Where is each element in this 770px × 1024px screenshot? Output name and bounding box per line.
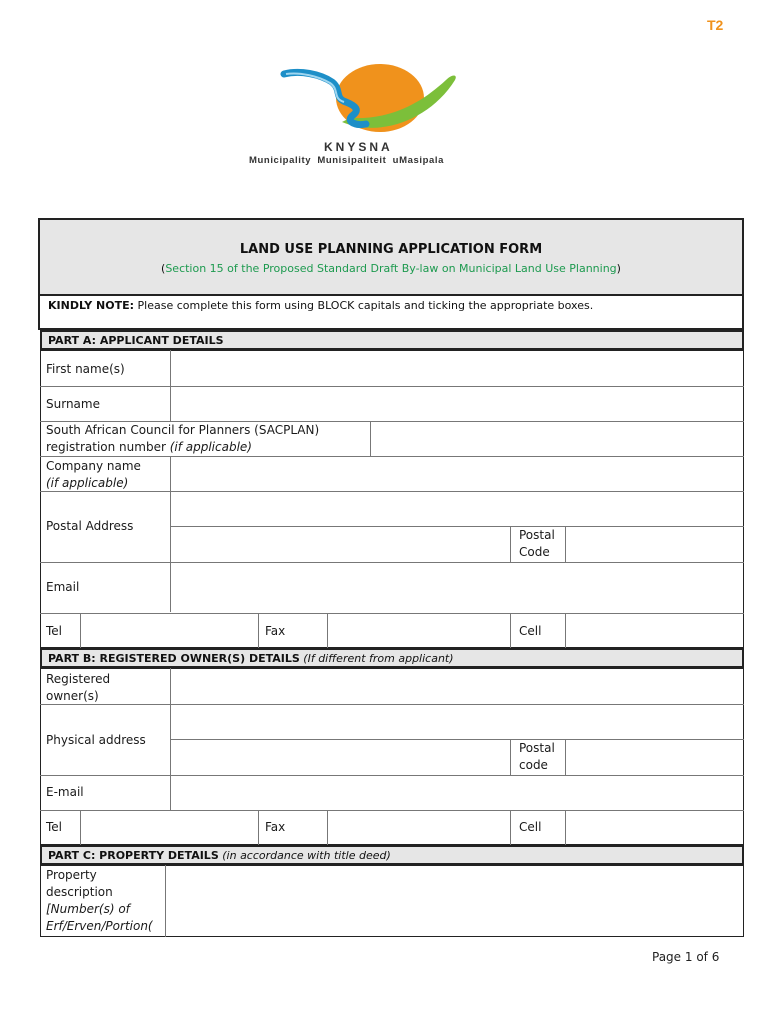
- tel-label: Tel: [46, 624, 63, 638]
- postal-code-label: Postal Code: [519, 528, 555, 559]
- owner-email-label: E-mail: [46, 785, 84, 799]
- cell-label: Cell: [519, 624, 542, 638]
- surname-label: Surname: [46, 397, 100, 411]
- postal-address-label: Postal Address: [46, 519, 134, 533]
- sacplan-label: South African Council for Planners (SACPLAN) registration number (if applicable): [46, 423, 320, 454]
- first-name-field[interactable]: [171, 351, 743, 385]
- property-description-field[interactable]: [166, 866, 743, 936]
- owner-tel-field[interactable]: [81, 811, 257, 844]
- cell-field[interactable]: [566, 614, 743, 647]
- owner-cell-field[interactable]: [566, 811, 743, 844]
- form-title: LAND USE PLANNING APPLICATION FORM: [239, 242, 543, 257]
- postal-address-line1-field[interactable]: [171, 492, 743, 525]
- email-label: Email: [46, 580, 80, 594]
- sacplan-field[interactable]: [371, 422, 743, 455]
- owner-email-field[interactable]: [171, 776, 743, 809]
- note-label: KINDLY NOTE:: [48, 299, 135, 312]
- owner-postal-code-label: Postal code: [519, 741, 555, 772]
- form-subtitle-text: Section 15 of the Proposed Standard Draft By-law on Municipal Land Use Planning: [165, 262, 617, 275]
- postal-address-line2-field[interactable]: [171, 527, 509, 561]
- page-number: Page 1 of 6: [652, 950, 720, 964]
- company-name-field[interactable]: [171, 457, 743, 490]
- note-text: Please complete this form using BLOCK capitals and ticking the appropriate boxes.: [134, 299, 594, 312]
- part-a-heading: PART A: APPLICANT DETAILS: [40, 330, 744, 350]
- logo-subtitle: Municipality Munisipaliteit uMasipala: [249, 155, 445, 166]
- part-b-heading: PART B: REGISTERED OWNER(S) DETAILS (If different from applicant): [40, 648, 744, 668]
- email-field[interactable]: [171, 563, 743, 612]
- owner-cell-label: Cell: [519, 820, 542, 834]
- fax-label: Fax: [265, 624, 286, 638]
- registered-owner-field[interactable]: [171, 669, 743, 703]
- form-header: [38, 218, 744, 296]
- physical-address-label: Physical address: [46, 733, 146, 747]
- document-code: T2: [707, 17, 724, 33]
- property-description-label: Property description [Number(s) of Erf/Erven/Portion(: [46, 868, 153, 933]
- physical-address-line2-field[interactable]: [171, 740, 509, 774]
- postal-code-field[interactable]: [566, 527, 743, 561]
- form-subtitle: (Section 15 of the Proposed Standard Draft By-law on Municipal Land Use Planning): [161, 262, 621, 275]
- fax-field[interactable]: [328, 614, 509, 647]
- physical-address-line1-field[interactable]: [171, 705, 743, 738]
- kindly-note: [38, 294, 744, 330]
- tel-field[interactable]: [81, 614, 257, 647]
- first-name-label: First name(s): [46, 362, 125, 376]
- surname-field[interactable]: [171, 387, 743, 420]
- logo-wordmark: KNYSNA: [324, 140, 393, 154]
- part-c-heading: PART C: PROPERTY DETAILS (in accordance with title deed): [40, 845, 744, 865]
- company-name-label: Company name (if applicable): [46, 459, 141, 490]
- owner-fax-field[interactable]: [328, 811, 509, 844]
- owner-fax-label: Fax: [265, 820, 286, 834]
- registered-owner-label: Registered owner(s): [46, 672, 111, 703]
- owner-postal-code-field[interactable]: [566, 740, 743, 774]
- owner-tel-label: Tel: [46, 820, 63, 834]
- knysna-logo: [270, 60, 490, 142]
